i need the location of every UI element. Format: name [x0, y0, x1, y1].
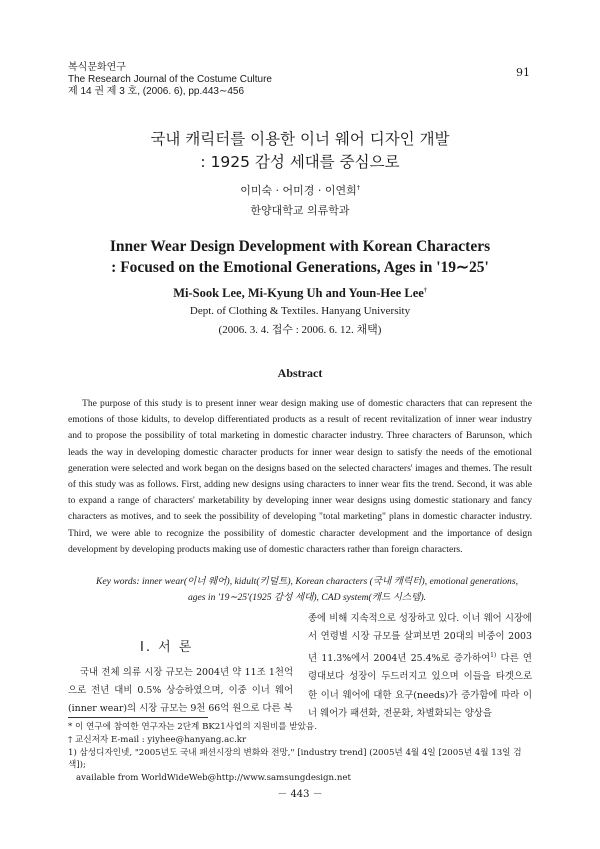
affiliation-korean: 한양대학교 의류학과: [250, 204, 350, 217]
title-korean: [0, 128, 600, 174]
title-korean-line2: : 1925 감성 세대를 중심으로: [200, 153, 400, 171]
keywords-line1: Key words: inner wear(이너 웨어), kidult(키덜트), Korean characters (국내 캐릭터), emotional generations,: [96, 576, 518, 587]
body-left-column: 국내 전체 의류 시장 규모는 2004년 약 11조 1천억으로 전년 대비 0.5% 상승하였으며, 이중 이너 웨어(inner wear)의 시장 규모는 9천 66억 원으로 다른 복: [68, 667, 293, 715]
footnote-corresponding: † 교신저자 E-mail : yiyhee@hanyang.ac.kr: [68, 734, 247, 745]
authors-english: [0, 286, 600, 301]
authors-korean-names: 이미숙 · 어미경 · 이연희: [240, 184, 357, 197]
corresponding-author-mark-en: †: [423, 287, 427, 294]
page-number-bottom: － 443 －: [277, 789, 323, 800]
page-number-top: 91: [516, 66, 530, 79]
authors-english-names: Mi-Sook Lee, Mi-Kyung Uh and Youn-Hee Lee: [173, 286, 424, 300]
title-korean-line1: 국내 캐릭터를 이용한 이너 웨어 디자인 개발: [150, 130, 450, 148]
section-title: Ⅰ. 서 론: [140, 640, 194, 655]
keywords: [82, 574, 532, 606]
corresponding-author-mark: †: [356, 184, 360, 192]
footnote-ref-1: 1): [490, 651, 497, 659]
title-english-line1: Inner Wear Design Development with Korean Characters: [109, 238, 491, 255]
journal-name-ko: 복식문화연구: [68, 62, 126, 73]
journal-volume: 제 14 권 제 3 호, (2006. 6), pp.443∼456: [68, 86, 245, 97]
body-right-text-b: 다른 연령대보다 성장이 두드러지고 있으며 이들을 타겟으로 한 이너 웨어에 대한 요구(needs)가 증가함에 따라 이너 웨어가 패션화, 전문화, 차별화되는 양상을: [308, 652, 532, 720]
keywords-line2: ages in '19∼25'(1925 감성 세대), CAD system(캐드 시스템).: [187, 592, 427, 603]
journal-header: [68, 62, 272, 98]
journal-name-en: The Research Journal of the Costume Culture: [68, 74, 272, 85]
footnote-divider: [68, 717, 208, 718]
affiliation-english: Dept. of Clothing & Textiles. Hanyang University: [189, 305, 411, 317]
body-right-column: [308, 610, 532, 724]
authors-korean: [0, 182, 600, 198]
abstract-heading: Abstract: [277, 366, 323, 380]
body-right-text-a: 종에 비해 지속적으로 성장하고 있다. 이너 웨어 시장에서 연령별 시장 규모를 살펴보면 20대의 비중이 2003년 11.3%에서 2004년 25.4%로 증가하여: [308, 613, 532, 664]
footnote-funding: * 이 연구에 참여한 연구자는 2단계 BK21사업의 지원비를 받았음.: [68, 722, 317, 732]
received-accepted-dates: (2006. 3. 4. 접수 : 2006. 6. 12. 채택): [218, 324, 382, 336]
abstract-text: The purpose of this study is to present inner wear design making use of domestic characters that can represent the emotions of those kidults, to develop differentiated products as a result of recent revitalization of inner wear industry and to propose the possibility of total marketing in domestic character industry. Three characters of Barunson, which leads the way in developing domestic character products for inner wear design to satisfy the needs of the emotional generation were selected and work began on the designs based on the selected characters' images and themes. The result of this study was as follows. First, adding new designs using characters to inner wear fits the trend. Second, it was able to expand a range of characters' marketability by developing inner wear designs using domestic stationary and fancy characters as motives, and to seek the possibility of developing "total marketing" plans in domestic character industry. Third, we were able to recognize the possibility of domestic character development and the importance of design development by developing products making use of domestic characters rather than foreign characters.: [68, 398, 532, 555]
title-english-line2: : Focused on the Emotional Generations, Ages in '19∼25': [111, 259, 489, 276]
footnote-1: 1) 삼성디자인넷, "2005년도 국내 패션시장의 변화와 전망," [industry trend] (2005년 4월 4일 [2005년 4월 13일 검색]);: [68, 747, 522, 771]
footnotes: [68, 721, 538, 785]
title-english: [0, 236, 600, 278]
footnote-1-continued: available from WorldWideWeb@http://www.samsungdesign.net: [76, 773, 351, 784]
